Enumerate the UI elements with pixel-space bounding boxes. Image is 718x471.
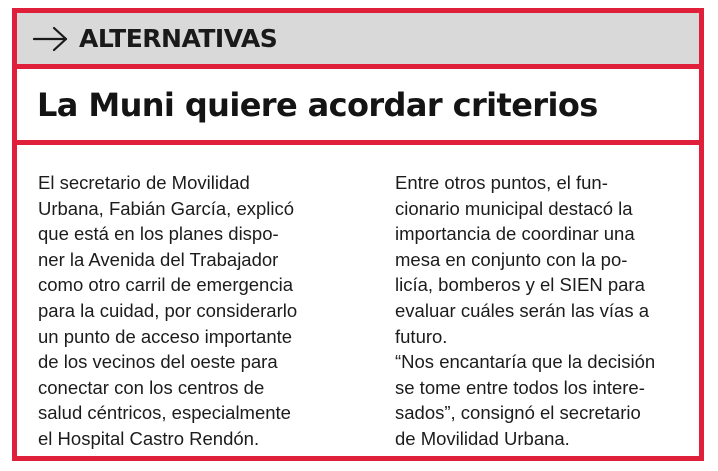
body-line: mesa en conjunto con la po- — [395, 248, 628, 270]
body-line: como otro carril de emergencia — [38, 274, 293, 296]
body-column-right — [395, 170, 705, 452]
body-line: un punto de acceso importante — [38, 325, 293, 347]
body-line: evaluar cuáles serán las vías a — [395, 299, 649, 321]
headline: La Muni quiere acordar criterios — [37, 85, 598, 124]
body-line: que está en los planes dispo- — [38, 223, 279, 245]
article-body — [17, 145, 699, 456]
body-line: Urbana, Fabián García, explicó — [38, 197, 295, 219]
body-line: sados”, consignó el secretario — [395, 402, 641, 424]
body-line: cionario municipal destacó la — [395, 197, 633, 219]
body-line: licía, bomberos y el SIEN para — [395, 274, 645, 296]
body-line: El secretario de Movilidad — [38, 172, 250, 193]
kicker: ALTERNATIVAS — [79, 24, 278, 53]
kicker-band — [17, 13, 699, 69]
body-line: se tome entre todos los intere- — [395, 376, 645, 398]
body-line: para la cuidad, por considerarlo — [38, 299, 298, 321]
body-line: el Hospital Castro Rendón. — [38, 427, 260, 449]
arrow-right-icon — [31, 24, 71, 54]
body-line: conectar con los centros de — [38, 376, 265, 398]
body-column-left — [38, 170, 358, 452]
body-line: salud céntricos, especialmente — [38, 402, 291, 424]
body-line: de los vecinos del oeste para — [38, 351, 278, 373]
body-line: “Nos encantaría que la decisión — [395, 351, 656, 373]
body-line: de Movilidad Urbana. — [395, 427, 570, 449]
body-line: importancia de coordinar una — [395, 223, 635, 245]
body-line: futuro. — [395, 325, 448, 347]
headline-band — [17, 69, 699, 145]
body-line: ner la Avenida del Trabajador — [38, 248, 279, 270]
body-line: Entre otros puntos, el fun- — [395, 172, 608, 193]
article-box — [12, 8, 704, 461]
